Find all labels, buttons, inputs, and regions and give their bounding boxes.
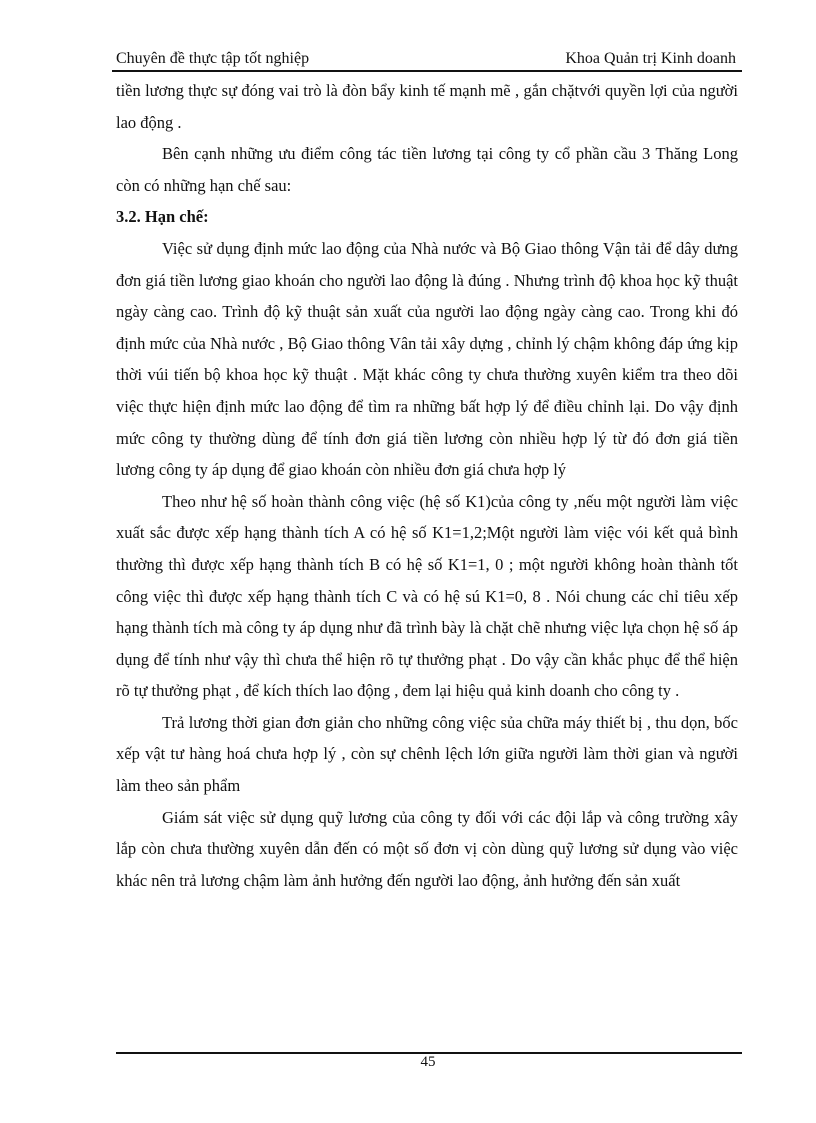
paragraph-labor-norms: Việc sử dụng định mức lao động của Nhà nước và Bộ Giao thông Vận tải để dây dưng đơn giá tiền lương giao khoán cho người lao động là đúng . Nhưng trình độ khoa học kỹ thuật ngày càng cao. Trình độ kỹ thuật sản xuất của người lao động ngày càng cao. Trong khi đó định mức của Nhà nước , Bộ Giao thông Vân tải xây dựng , chỉnh lý chậm không đáp ứng kịp thời vúi tiến bộ khoa học kỹ thuật . Mặt khác công ty chưa thường xuyên kiểm tra theo dõi việc thực hiện định mức lao động để tìm ra những bất hợp lý để điều chỉnh lại. Do vậy định mức công ty thường dùng để tính đơn giá tiền lương còn nhiều hợp lý từ đó đơn giá tiền lương công ty áp dụng để giao khoán còn nhiều đơn giá chưa hợp lý	[116, 238, 738, 480]
paragraph-time-wages: Trả lương thời gian đơn giản cho những công việc sủa chữa máy thiết bị , thu dọn, bốc xếp vật tư hàng hoá chưa hợp lý , còn sự chênh lệch lớn giữa người làm thời gian và người làm theo sản phẩm	[116, 712, 738, 796]
paragraph-continuation: tiền lương thực sự đóng vai trò là đòn bẩy kinh tế mạnh mẽ , gắn chặtvới quyền lợi của người lao động .	[116, 81, 738, 132]
page-number: 45	[420, 1054, 436, 1070]
paragraph-k1-coefficient: Theo như hệ số hoàn thành công việc (hệ số K1)của công ty ,nếu một người làm việc xuất sắc được xếp hạng thành tích A có hệ số K1=1,2;Một người làm việc vói kết quả bình thường thì được xếp hạng thành tích B có hệ số K1=1, 0 ; một người không hoàn thành tốt công việc thì được xếp hạng thành tích C và có hệ sú K1=0, 8 . Nói chung các chỉ tiêu xếp hạng thành tích mà công ty áp dụng như đã trình bày là chặt chẽ nhưng việc lựa chọn hệ số áp dụng để tính như vậy thì chưa thể hiện rõ tự thưởng phạt . Do vậy cần khắc phục để thể hiện rõ tự thưởng phạt , để kích thích lao động , đem lại hiệu quả kinh doanh cho công ty .	[116, 491, 738, 701]
paragraph-intro-limitations: Bên cạnh những ưu điểm công tác tiền lương tại công ty cổ phần cầu 3 Thăng Long còn có những hạn chế sau:	[116, 144, 738, 195]
document-body	[116, 75, 738, 896]
header-document-title: Chuyên đề thực tập tốt nghiệp	[116, 50, 310, 67]
section-heading: 3.2. Hạn chế:	[116, 207, 209, 227]
header-rule	[112, 70, 742, 72]
page-header	[116, 50, 742, 72]
paragraph-wage-fund-supervision: Giám sát việc sử dụng quỹ lương của công ty đối với các đội lắp và công trường xây lắp còn chưa thường xuyên dẫn đến có một số đơn vị còn dùng quỹ lương sử dụng vào việc khác nên trả lương chậm làm ảnh hưởng đến người lao động, ảnh hưởng đến sản xuất	[116, 807, 738, 890]
header-faculty-name: Khoa Quản trị Kinh doanh	[565, 50, 736, 67]
